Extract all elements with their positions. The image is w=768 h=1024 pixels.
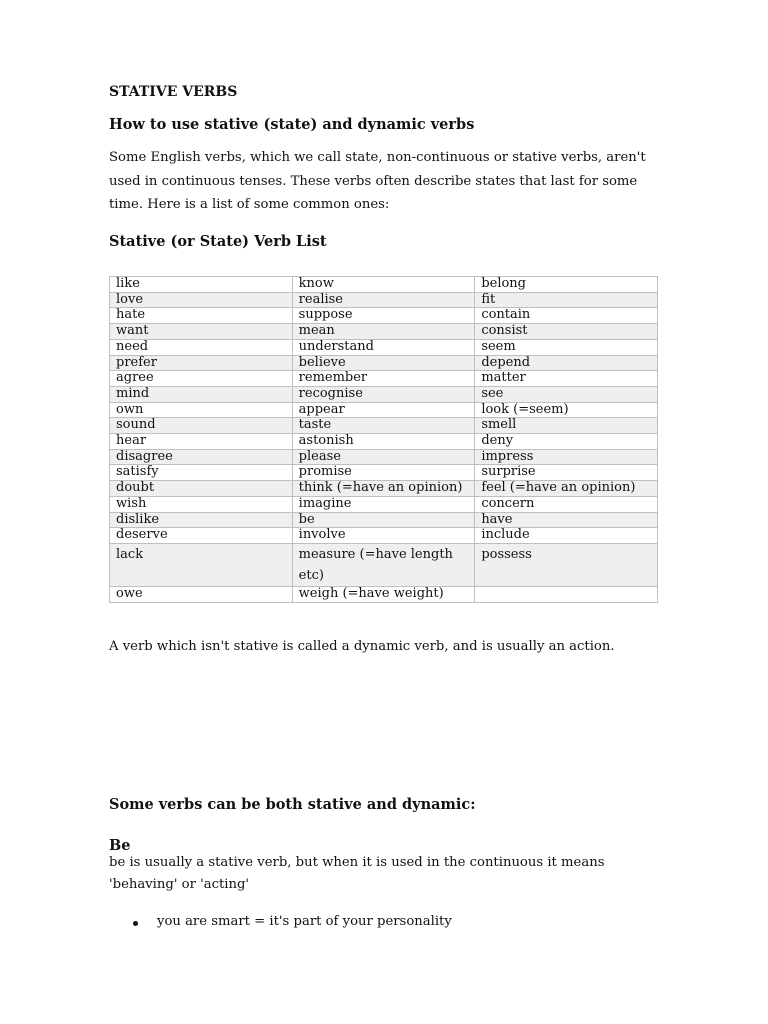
table-cell: recognise	[292, 386, 475, 402]
document-title: STATIVE VERBS	[109, 84, 238, 100]
table-row	[110, 586, 658, 602]
table-cell: smell	[475, 418, 658, 434]
table-cell: surprise	[475, 465, 658, 481]
table-cell: prefer	[110, 355, 293, 371]
table-cell	[475, 586, 658, 602]
table-cell: astonish	[292, 434, 475, 450]
table-cell: concern	[475, 496, 658, 512]
table-cell: suppose	[292, 308, 475, 324]
table-row	[110, 449, 658, 465]
table-cell: mean	[292, 324, 475, 340]
table-cell: remember	[292, 371, 475, 387]
table-cell: realise	[292, 292, 475, 308]
table-cell: see	[475, 386, 658, 402]
table-row	[110, 512, 658, 528]
table-row	[110, 292, 658, 308]
table-cell: involve	[292, 528, 475, 544]
table-row	[110, 543, 658, 586]
table-row	[110, 371, 658, 387]
table-cell: understand	[292, 339, 475, 355]
table-cell: sound	[110, 418, 293, 434]
table-cell: taste	[292, 418, 475, 434]
table-cell: disagree	[110, 449, 293, 465]
table-cell: deserve	[110, 528, 293, 544]
table-cell: look (=seem)	[475, 402, 658, 418]
table-cell: hate	[110, 308, 293, 324]
table-row	[110, 386, 658, 402]
table-cell: weigh (=have weight)	[292, 586, 475, 602]
heading-both-stative-dynamic: Some verbs can be both stative and dynamic:	[109, 796, 476, 813]
table-cell: doubt	[110, 481, 293, 497]
table-row	[110, 418, 658, 434]
heading-how-to-use: How to use stative (state) and dynamic verbs	[109, 116, 475, 133]
table-cell: belong	[475, 277, 658, 293]
table-row	[110, 434, 658, 450]
bullet-text: you are smart = it's part of your personality	[157, 914, 452, 929]
table-row	[110, 481, 658, 497]
table-cell: impress	[475, 449, 658, 465]
heading-be: Be	[109, 837, 131, 854]
table-cell: wish	[110, 496, 293, 512]
table-cell: fit	[475, 292, 658, 308]
table-cell: matter	[475, 371, 658, 387]
table-cell: own	[110, 402, 293, 418]
table-cell: mind	[110, 386, 293, 402]
bullet-icon	[133, 921, 138, 926]
stative-verb-table	[109, 276, 658, 603]
table-cell: feel (=have an opinion)	[475, 481, 658, 497]
table-cell: measure (=have length etc)	[292, 543, 475, 586]
table-row	[110, 402, 658, 418]
table-cell: need	[110, 339, 293, 355]
table-cell: hear	[110, 434, 293, 450]
bullet-item	[109, 914, 452, 929]
table-cell: believe	[292, 355, 475, 371]
table-cell: dislike	[110, 512, 293, 528]
table-cell: agree	[110, 371, 293, 387]
table-cell: consist	[475, 324, 658, 340]
table-cell: want	[110, 324, 293, 340]
heading-verb-list: Stative (or State) Verb List	[109, 233, 327, 250]
example-bullet-list	[109, 914, 452, 929]
table-row	[110, 277, 658, 293]
table-cell: owe	[110, 586, 293, 602]
table-cell: be	[292, 512, 475, 528]
table-row	[110, 324, 658, 340]
table-cell: appear	[292, 402, 475, 418]
table-cell: like	[110, 277, 293, 293]
table-cell: please	[292, 449, 475, 465]
be-paragraph: be is usually a stative verb, but when it is used in the continuous it means 'behaving' or 'acting'	[109, 855, 605, 892]
table-cell: possess	[475, 543, 658, 586]
dynamic-verb-paragraph: A verb which isn't stative is called a dynamic verb, and is usually an action.	[109, 639, 615, 654]
table-cell: contain	[475, 308, 658, 324]
table-cell: promise	[292, 465, 475, 481]
table-cell: think (=have an opinion)	[292, 481, 475, 497]
table-row	[110, 355, 658, 371]
table-cell: know	[292, 277, 475, 293]
table-cell: love	[110, 292, 293, 308]
table-row	[110, 308, 658, 324]
table-row	[110, 465, 658, 481]
table-cell: depend	[475, 355, 658, 371]
table-cell: satisfy	[110, 465, 293, 481]
table-cell: deny	[475, 434, 658, 450]
table-cell: imagine	[292, 496, 475, 512]
table-cell: include	[475, 528, 658, 544]
intro-paragraph: Some English verbs, which we call state, non-continuous or stative verbs, aren't used in continuous tenses. These verbs often describe states that last for some time. Here is a list of some common ones:	[109, 150, 646, 212]
table-cell: have	[475, 512, 658, 528]
table-cell: lack	[110, 543, 293, 586]
table-row	[110, 496, 658, 512]
table-row	[110, 528, 658, 544]
table-cell: seem	[475, 339, 658, 355]
table-row	[110, 339, 658, 355]
